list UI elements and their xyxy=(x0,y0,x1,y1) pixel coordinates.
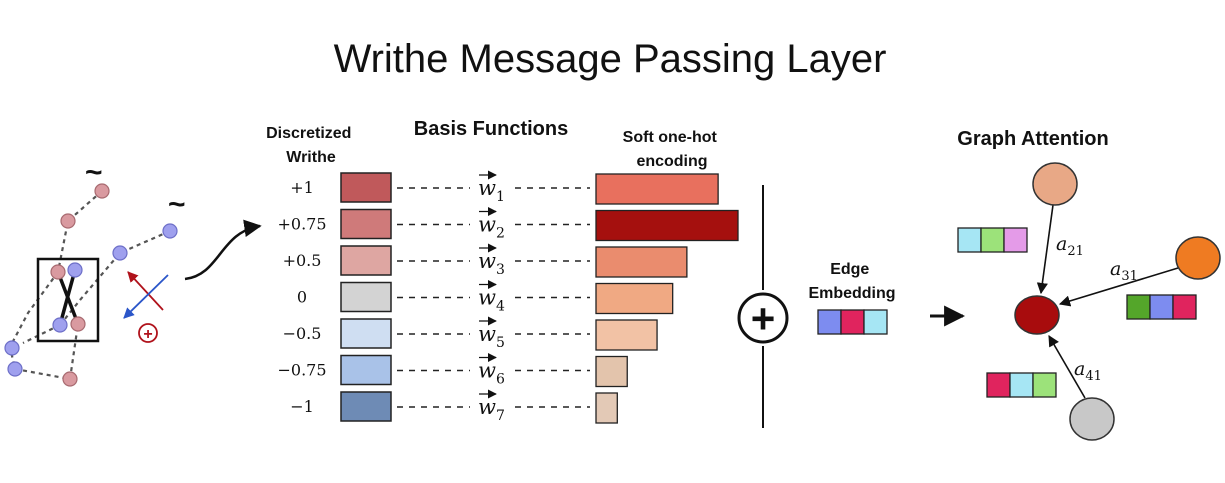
bead xyxy=(63,372,77,386)
basis-weight-label: $w_4$ xyxy=(478,285,505,315)
bead xyxy=(61,214,75,228)
bead xyxy=(68,263,82,277)
attention-edge-embedding-cell xyxy=(1033,373,1056,397)
node-4 xyxy=(1070,398,1114,440)
writhe-color-cell xyxy=(341,173,391,202)
edge-embedding-vector xyxy=(818,310,887,334)
center-node xyxy=(1015,296,1059,334)
writhe-value-label: 0 xyxy=(296,287,308,307)
blue-strand-arrow xyxy=(124,275,168,318)
writhe-value-label: −0.5 xyxy=(282,324,322,343)
writhe-row xyxy=(277,210,738,242)
writhe-value-label: +0.75 xyxy=(277,214,327,234)
encoding-bar xyxy=(596,357,627,387)
bead xyxy=(8,362,22,376)
red-strand-arrow xyxy=(128,272,163,310)
writhe-row xyxy=(290,392,617,424)
writhe-color-cell xyxy=(341,319,391,348)
encoding-bar xyxy=(596,211,738,241)
writhe-color-cell xyxy=(341,283,391,312)
encoding-bar xyxy=(596,174,718,204)
attention-edge xyxy=(1041,205,1053,293)
edge-embedding-cell xyxy=(841,310,864,334)
diagram-title: Writhe Message Passing Layer xyxy=(333,37,887,81)
attention-graph xyxy=(958,163,1220,440)
edge-embedding-cell xyxy=(818,310,841,334)
writhe-color-cell xyxy=(341,356,391,385)
bead xyxy=(163,224,177,238)
attention-coefficient-label: $a_{21}$ xyxy=(1056,233,1084,259)
basis-weight-label: $w_7$ xyxy=(478,395,505,424)
attention-edge-embedding-cell xyxy=(981,228,1004,252)
writhe-value-label: −0.75 xyxy=(277,360,327,380)
writhe-row xyxy=(297,283,673,315)
encoding-bar xyxy=(596,247,687,277)
chain-end-tilde-top: ~ xyxy=(85,156,103,189)
encoding-bar xyxy=(596,320,657,350)
basis-weight-label: $w_1$ xyxy=(478,176,505,205)
attention-coefficient-label: $a_{31}$ xyxy=(1110,258,1138,284)
bead xyxy=(71,317,85,331)
curved-arrow xyxy=(185,226,260,279)
encoding-bar xyxy=(596,284,673,314)
basis-weight-label: $w_5$ xyxy=(478,322,505,351)
attention-edge-embedding-cell xyxy=(1004,228,1027,252)
attention-edge-embedding-cell xyxy=(1150,295,1173,319)
bead xyxy=(51,265,65,279)
attention-coefficient-label: $a_{41}$ xyxy=(1074,358,1102,384)
writhe-row xyxy=(290,173,718,205)
protein-chain xyxy=(5,156,260,386)
attention-edge-embedding-cell xyxy=(1010,373,1033,397)
writhe-color-cell xyxy=(341,392,391,421)
node-2 xyxy=(1033,163,1077,205)
basis-weight-label: $w_3$ xyxy=(478,249,505,278)
basis-weight-label: $w_6$ xyxy=(478,358,505,388)
bead xyxy=(53,318,67,332)
encoding-bar xyxy=(596,393,617,423)
graph-attention-title: Graph Attention xyxy=(957,128,1109,150)
positive-crossing-sign-label: + xyxy=(143,326,153,343)
writhe-value-label: −1 xyxy=(290,397,314,416)
writhe-color-cell xyxy=(341,210,391,239)
basis-weight-label: $w_2$ xyxy=(478,212,505,242)
discretized-writhe-header: Discretized Writhe xyxy=(266,125,352,166)
bead xyxy=(113,246,127,260)
writhe-value-label: +0.5 xyxy=(282,251,322,270)
attention-edge-embedding-cell xyxy=(1127,295,1150,319)
basis-functions-header: Basis Functions xyxy=(413,118,569,140)
sum-symbol: + xyxy=(750,295,776,342)
writhe-row xyxy=(283,246,687,278)
writhe-row xyxy=(277,356,627,388)
chain-end-tilde-right: ~ xyxy=(168,188,186,221)
writhe-value-label: +1 xyxy=(290,178,314,197)
writhe-row xyxy=(283,319,657,351)
writhe-color-cell xyxy=(341,246,391,275)
writhe-rows xyxy=(277,173,738,424)
node-3 xyxy=(1176,237,1220,279)
edge-embedding-label: Edge Embedding xyxy=(808,261,896,302)
attention-edge-embedding-cell xyxy=(987,373,1010,397)
bead xyxy=(5,341,19,355)
attention-edge-embedding-cell xyxy=(958,228,981,252)
edge-embedding-cell xyxy=(864,310,887,334)
attention-edge-embedding-cell xyxy=(1173,295,1196,319)
soft-one-hot-header: Soft one-hot encoding xyxy=(622,129,717,170)
